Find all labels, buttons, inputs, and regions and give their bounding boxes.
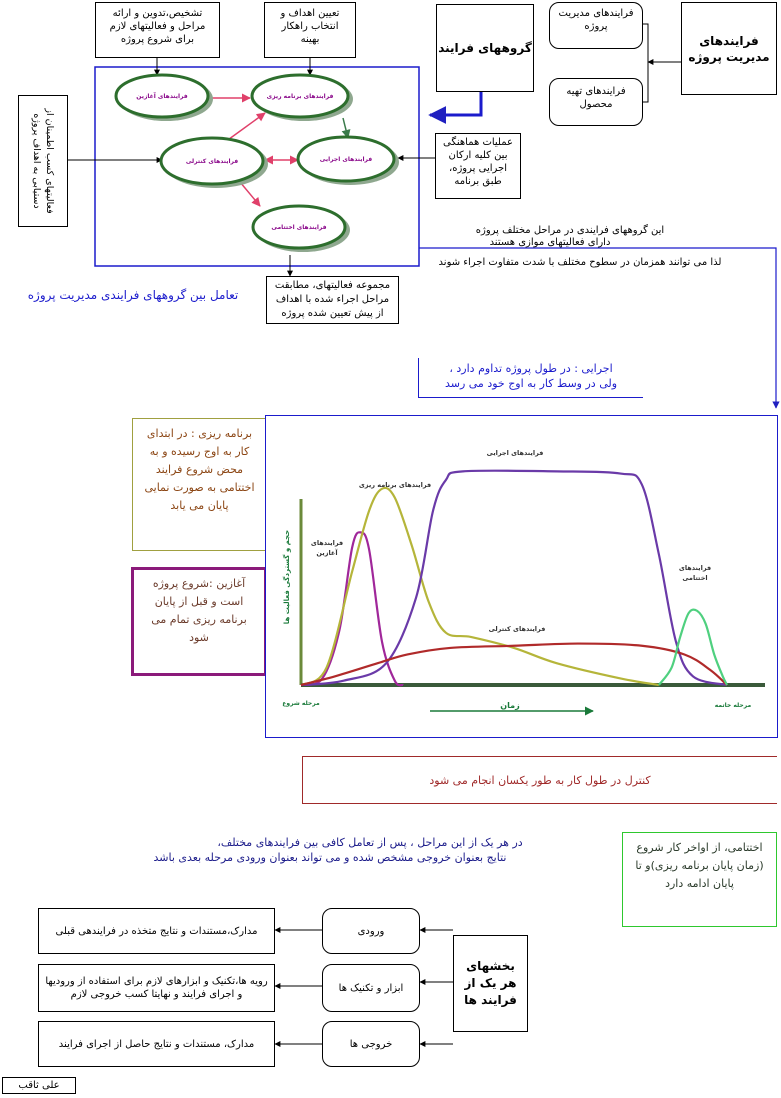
chart-series-label-1-2: آغازین — [316, 549, 338, 557]
pm-processes-sub-box: فرایندهای مدیریت پروژه — [549, 2, 643, 49]
inputs-box: ورودی — [322, 908, 420, 954]
parallel-text-line-3: لذا می توانند همزمان در سطوح مختلف با شدت متفاوت اجراء شوند — [438, 257, 722, 268]
ellipse-execution-label: فرایندهای اجرایی — [319, 156, 373, 163]
chart-y-label: حجم و گستردگی فعالیت ها — [283, 529, 291, 625]
chart-x-label: زمان — [500, 701, 520, 710]
tools-desc-box: رویه ها،تکنیک و ابزارهای لازم برای استفاده از ورودیها و اجرای فرایند و نهایتا کسب خروجی لازم — [38, 964, 275, 1012]
inputs-desc-box: مدارک،مستندات و نتایج متخذه در فرایندهی قبلی — [38, 908, 275, 954]
ellipse-control-label: فرایندهای کنترلی — [185, 158, 239, 165]
closing-phase-note: اختتامی، از اواخر کار شروع (زمان پایان برنامه ریزی)و تا پایان ادامه دارد — [622, 832, 777, 927]
planning-note-box: تعیین اهداف و انتخاب راهکار بهینه — [264, 2, 356, 58]
chart-series-label-1-1: فرایندهای — [310, 539, 344, 547]
author-name: علی ثاقب — [18, 1080, 60, 1091]
control-phase-note: کنترل در طول کار به طور یکسان انجام می شود — [302, 756, 777, 804]
control-note-box: مجموعه فعالیتهای، مطابقت مراحل اجراء شده با اهداف از پیش تعیین شده پروژه — [266, 276, 399, 324]
interaction-title: تعامل بین گروههای فرایندی مدیریت پروژه — [27, 288, 239, 302]
chart-series-layer — [301, 449, 727, 685]
outputs-text-line-2: نتایج بعنوان خروجی مشخص شده و می تواند بعنوان ورودی مرحله بعدی باشد — [153, 851, 507, 864]
initiation-phase-note: آغازین :شروع پروژه است و قبل از پایان برنامه ریزی تمام می شود — [131, 567, 267, 676]
chart-series-label-5-2: اختتامی — [682, 574, 708, 582]
chart-series-line-2 — [301, 488, 659, 685]
outputs-box: خروجی ها — [322, 1021, 420, 1067]
project-management-processes-label: فرایندهای مدیریت پروژه — [688, 33, 770, 64]
initiation-note-box: تشخیص،تدوین و ارائه مراحل و فعالیتهای لازم برای شروع پروژه — [95, 2, 220, 58]
process-intensity-chart — [265, 415, 778, 738]
closing-note-text: فعالیتهای کسب اطمینان از دستیابی به اهداف پروژه — [31, 108, 55, 214]
chart-series-label-4: فرایندهای کنترلی — [488, 625, 546, 633]
tools-box: ابزار و تکنیک ها — [322, 964, 420, 1012]
product-processes-sub-box: فرایندهای تهیه محصول — [549, 78, 643, 126]
chart-series-label-5-1: فرایندهای — [678, 564, 712, 572]
execution-phase-note: اجرایی : در طول پروژه تداوم دارد ، ولی در وسط کار به اوج خود می رسد — [418, 358, 643, 398]
process-group-diagram — [0, 0, 781, 420]
chart-series-label-3: فرایندهای اجرایی — [486, 449, 544, 457]
chart-start-label: مرحله شروع — [282, 700, 320, 707]
chart-end-label: مرحله خاتمه — [714, 702, 752, 709]
chart-series-label-2: فرایندهای برنامه ریزی — [358, 481, 432, 489]
process-groups-label: گروههای فرایند — [438, 41, 532, 55]
author-box — [2, 1077, 76, 1094]
chart-series-line-3 — [301, 471, 727, 685]
planning-phase-note: برنامه ریزی : در ابتدای کار به اوج رسیده و به محض شروع فرایند اختتامی به صورت نمایی پایان می یابد — [132, 418, 267, 551]
parallel-text-line-2: دارای فعالیتهای موازی هستند — [489, 237, 611, 248]
outputs-text-line-1: در هر یک از این مراحل ، پس از تعامل کافی بین فرایندهای مختلف، — [217, 836, 523, 849]
execution-note-box: عملیات هماهنگی بین کلیه ارکان اجرایی پروژه، طبق برنامه — [435, 133, 521, 199]
outputs-desc-box: مدارک، مستندات و نتایج حاصل از اجرای فرایند — [38, 1021, 275, 1067]
ellipse-initiation-label: فرایندهای آغازین — [136, 93, 188, 100]
sections-title-box: بخشهای هر یک از فرایند ها — [453, 935, 528, 1032]
ellipse-planning-label: فرایندهای برنامه ریزی — [266, 93, 334, 100]
ellipse-closing-label: فرایندهای اختتامی — [271, 224, 327, 231]
parallel-text-line-1: این گروههای فرایندی در مراحل مختلف پروژه — [475, 225, 665, 236]
chart-series-line-5 — [659, 610, 727, 685]
